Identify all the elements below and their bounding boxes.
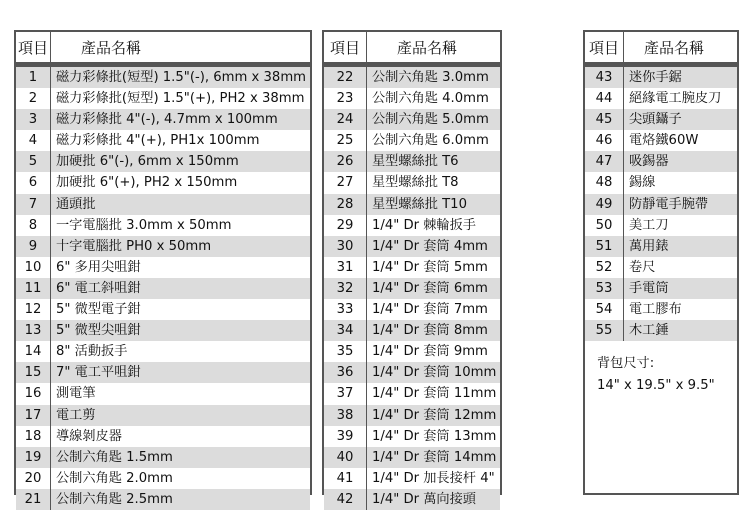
- table-row: [16, 130, 310, 151]
- item-number: 48: [585, 172, 624, 193]
- item-name: 1/4" Dr 套筒 12mm: [372, 407, 497, 423]
- item-name: 1/4" Dr 套筒 9mm: [372, 344, 488, 360]
- item-name: 萬用錶: [629, 238, 669, 254]
- item-number: 26: [324, 151, 367, 172]
- table-row: [16, 405, 310, 426]
- item-name: 1/4" Dr 套筒 7mm: [372, 302, 488, 318]
- item-name: 美工刀: [629, 217, 669, 233]
- item-name: 公制六角匙 2.5mm: [56, 491, 173, 507]
- item-name: 十字電腦批 PH0 x 50mm: [56, 238, 212, 254]
- table-row: [585, 67, 737, 88]
- item-name: 加硬批 6"(+), PH2 x 150mm: [56, 175, 238, 191]
- item-number: 28: [324, 194, 367, 215]
- table-body: [324, 67, 500, 510]
- item-name: 一字電腦批 3.0mm x 50mm: [56, 217, 232, 233]
- table-row: [585, 278, 737, 299]
- item-name: 磁力彩條批(短型) 1.5"(-), 6mm x 38mm: [56, 70, 307, 85]
- item-number: 10: [16, 257, 51, 278]
- item-name: 1/4" Dr 套筒 11mm: [372, 386, 497, 402]
- item-number: 40: [324, 447, 367, 468]
- item-name: 1/4" Dr 套筒 4mm: [372, 238, 488, 254]
- product-table-2: [322, 30, 502, 507]
- item-number: 11: [16, 278, 51, 299]
- item-name: 1/4" Dr 萬向接頭: [372, 491, 476, 507]
- table-row: [324, 236, 500, 257]
- table-header: [585, 32, 737, 67]
- item-number: 51: [585, 236, 624, 257]
- item-name: 1/4" Dr 套筒 13mm: [372, 428, 497, 444]
- item-name: 測電筆: [56, 386, 96, 402]
- item-name: 公制六角匙 4.0mm: [372, 91, 489, 107]
- item-number: 4: [16, 130, 51, 151]
- header-name: 產品名稱: [397, 38, 458, 57]
- item-number: 1: [16, 67, 51, 88]
- table-row: [324, 299, 500, 320]
- table-row: [585, 151, 737, 172]
- item-name: 防靜電手腕帶: [629, 196, 709, 212]
- table-row: [16, 236, 310, 257]
- table-row: [16, 341, 310, 362]
- table-row: [585, 109, 737, 130]
- item-number: 18: [16, 426, 51, 447]
- table-header: [16, 32, 310, 67]
- item-number: 22: [324, 67, 367, 88]
- item-name: 公制六角匙 3.0mm: [372, 70, 489, 85]
- item-name: 5" 微型電子鉗: [56, 302, 141, 318]
- table-row: [16, 426, 310, 447]
- item-number: 54: [585, 299, 624, 320]
- item-name: 8" 活動扳手: [56, 344, 128, 360]
- item-name: 電烙鐵60W: [629, 133, 699, 149]
- item-number: 38: [324, 405, 367, 426]
- table-row: [16, 447, 310, 468]
- item-name: 加硬批 6"(-), 6mm x 150mm: [56, 154, 239, 170]
- item-number: 44: [585, 88, 624, 109]
- item-name: 導線剝皮器: [56, 428, 122, 444]
- item-name: 星型螺絲批 T10: [372, 196, 467, 212]
- item-number: 23: [324, 88, 367, 109]
- item-name: 1/4" Dr 棘輪扳手: [372, 217, 476, 233]
- header-number: 項目: [585, 32, 624, 62]
- table-row: [16, 194, 310, 215]
- item-number: 19: [16, 447, 51, 468]
- table-row: [16, 383, 310, 404]
- table-row: [16, 320, 310, 341]
- item-name: 1/4" Dr 套筒 5mm: [372, 259, 488, 275]
- item-name: 錫線: [629, 175, 656, 191]
- item-name: 木工錘: [629, 323, 669, 339]
- item-number: 32: [324, 278, 367, 299]
- item-name: 星型螺絲批 T6: [372, 154, 459, 170]
- item-number: 12: [16, 299, 51, 320]
- item-number: 47: [585, 151, 624, 172]
- bag-size-value: 14" x 19.5" x 9.5": [597, 378, 715, 394]
- item-number: 42: [324, 489, 367, 510]
- item-number: 5: [16, 151, 51, 172]
- table-row: [585, 215, 737, 236]
- table-row: [585, 236, 737, 257]
- table-row: [324, 109, 500, 130]
- item-number: 36: [324, 362, 367, 383]
- table-row: [16, 278, 310, 299]
- item-name: 7" 電工平咀鉗: [56, 365, 141, 381]
- item-number: 33: [324, 299, 367, 320]
- item-name: 1/4" Dr 套筒 14mm: [372, 449, 497, 465]
- item-name: 磁力彩條批 4"(+), PH1x 100mm: [56, 133, 260, 149]
- item-name: 1/4" Dr 加長接杆 4": [372, 470, 495, 486]
- table-row: [585, 299, 737, 320]
- table-header: [324, 32, 500, 67]
- item-number: 53: [585, 278, 624, 299]
- table-row: [16, 362, 310, 383]
- item-name: 磁力彩條批(短型) 1.5"(+), PH2 x 38mm: [56, 91, 305, 107]
- table-row: [324, 426, 500, 447]
- item-name: 公制六角匙 2.0mm: [56, 470, 173, 486]
- header-name: 產品名稱: [81, 38, 142, 57]
- table-row: [16, 109, 310, 130]
- table-row: [324, 320, 500, 341]
- item-number: 45: [585, 109, 624, 130]
- item-name: 星型螺絲批 T8: [372, 175, 459, 191]
- item-name: 通頭批: [56, 196, 96, 212]
- item-number: 34: [324, 320, 367, 341]
- header-number: 項目: [16, 32, 51, 62]
- table-row: [16, 172, 310, 193]
- table-row: [324, 447, 500, 468]
- item-name: 公制六角匙 5.0mm: [372, 112, 489, 128]
- item-number: 21: [16, 489, 51, 510]
- table-row: [324, 194, 500, 215]
- table-row: [16, 299, 310, 320]
- table-row: [324, 405, 500, 426]
- item-number: 13: [16, 320, 51, 341]
- item-number: 50: [585, 215, 624, 236]
- table-row: [585, 88, 737, 109]
- item-number: 24: [324, 109, 367, 130]
- item-name: 手電筒: [629, 280, 669, 296]
- item-name: 1/4" Dr 套筒 10mm: [372, 365, 497, 381]
- product-table-3: [583, 30, 739, 495]
- item-name: 迷你手鋸: [629, 70, 682, 85]
- table-row: [324, 67, 500, 88]
- table-row: [16, 67, 310, 88]
- item-number: 46: [585, 130, 624, 151]
- item-name: 公制六角匙 6.0mm: [372, 133, 489, 149]
- item-number: 39: [324, 426, 367, 447]
- table-row: [324, 88, 500, 109]
- table-row: [16, 151, 310, 172]
- item-name: 磁力彩條批 4"(-), 4.7mm x 100mm: [56, 112, 278, 128]
- item-number: 20: [16, 468, 51, 489]
- item-name: 1/4" Dr 套筒 8mm: [372, 323, 488, 339]
- item-name: 6" 多用尖咀鉗: [56, 259, 141, 275]
- item-number: 30: [324, 236, 367, 257]
- item-number: 3: [16, 109, 51, 130]
- table-row: [585, 320, 737, 341]
- header-name: 產品名稱: [644, 38, 705, 57]
- item-number: 35: [324, 341, 367, 362]
- table-row: [324, 278, 500, 299]
- table-row: [16, 489, 310, 510]
- item-number: 7: [16, 194, 51, 215]
- item-number: 43: [585, 67, 624, 88]
- item-number: 17: [16, 405, 51, 426]
- item-number: 6: [16, 172, 51, 193]
- table-row: [585, 194, 737, 215]
- item-name: 吸錫器: [629, 154, 669, 170]
- item-name: 1/4" Dr 套筒 6mm: [372, 280, 488, 296]
- table-body: [16, 67, 310, 510]
- item-number: 49: [585, 194, 624, 215]
- item-name: 卷尺: [629, 259, 656, 275]
- item-number: 2: [16, 88, 51, 109]
- product-table-1: [14, 30, 312, 507]
- table-row: [324, 257, 500, 278]
- table-row: [585, 257, 737, 278]
- item-name: 電工剪: [56, 407, 96, 423]
- item-number: 29: [324, 215, 367, 236]
- header-number: 項目: [324, 32, 367, 62]
- item-number: 15: [16, 362, 51, 383]
- table-row: [585, 172, 737, 193]
- table-row: [324, 489, 500, 510]
- table-row: [16, 468, 310, 489]
- table-row: [324, 362, 500, 383]
- item-number: 41: [324, 468, 367, 489]
- table-row: [324, 172, 500, 193]
- item-number: 27: [324, 172, 367, 193]
- item-name: 絕緣電工腕皮刀: [629, 91, 722, 107]
- table-row: [324, 151, 500, 172]
- table-body: [585, 67, 737, 341]
- table-row: [585, 130, 737, 151]
- table-row: [324, 215, 500, 236]
- bag-size-label: 背包尺寸:: [597, 356, 655, 372]
- item-number: 14: [16, 341, 51, 362]
- item-name: 尖頭鑷子: [629, 112, 682, 128]
- item-number: 31: [324, 257, 367, 278]
- table-row: [324, 341, 500, 362]
- table-row: [16, 257, 310, 278]
- item-name: 公制六角匙 1.5mm: [56, 449, 173, 465]
- item-number: 55: [585, 320, 624, 341]
- table-row: [324, 468, 500, 489]
- item-number: 16: [16, 383, 51, 404]
- item-name: 電工膠布: [629, 302, 682, 318]
- bag-size-note: [585, 341, 737, 397]
- table-row: [16, 88, 310, 109]
- table-row: [324, 383, 500, 404]
- table-row: [324, 130, 500, 151]
- item-number: 8: [16, 215, 51, 236]
- item-number: 25: [324, 130, 367, 151]
- item-number: 9: [16, 236, 51, 257]
- item-name: 5" 微型尖咀鉗: [56, 323, 141, 339]
- item-number: 37: [324, 383, 367, 404]
- item-name: 6" 電工斜咀鉗: [56, 280, 141, 296]
- item-number: 52: [585, 257, 624, 278]
- table-row: [16, 215, 310, 236]
